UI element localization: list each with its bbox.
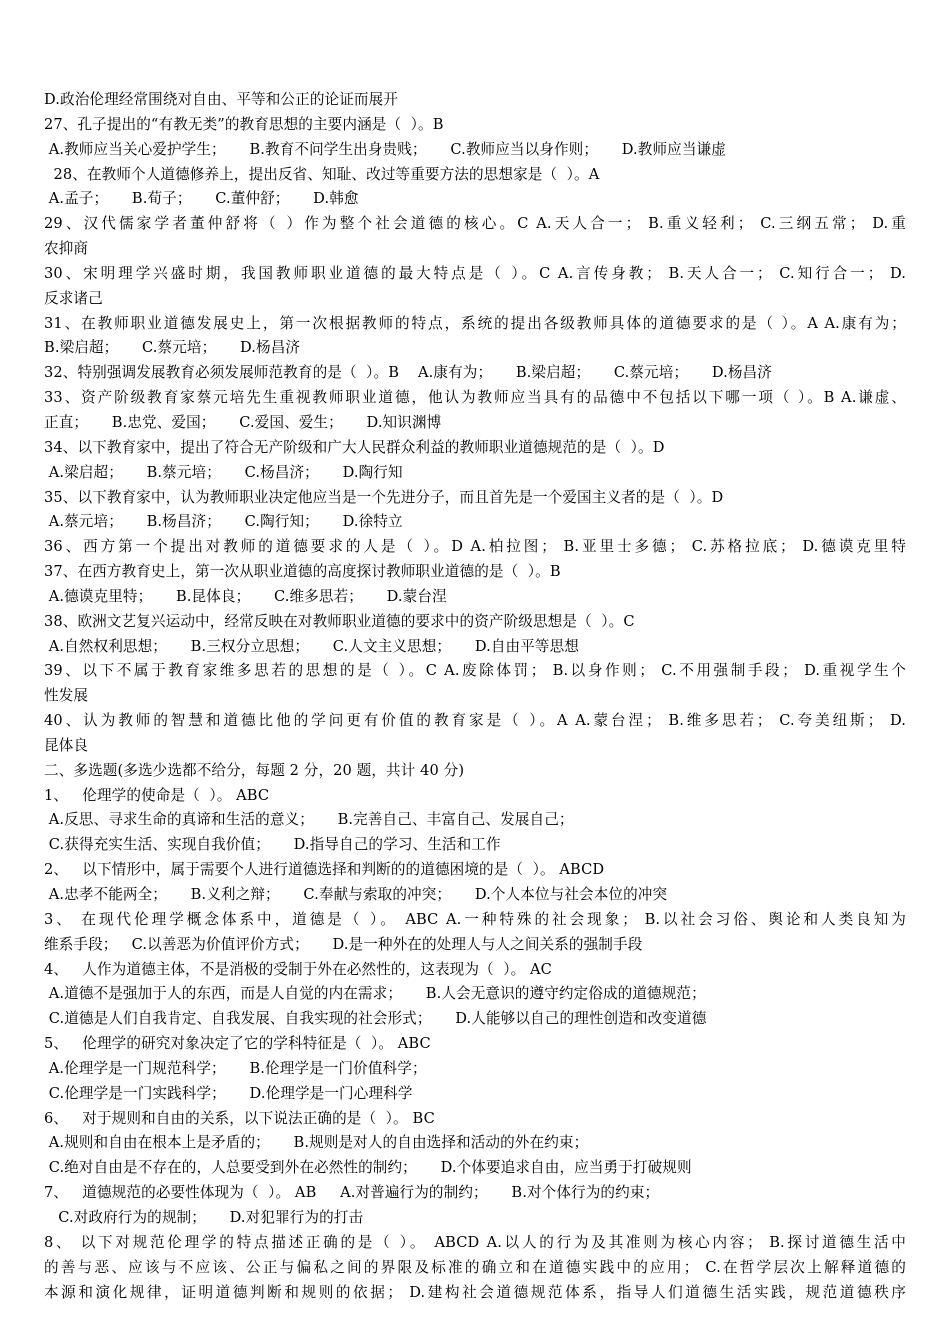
text-line: 农抑商 bbox=[44, 240, 89, 258]
text-line: 36、西方第一个提出对教师的道德要求的人是（ ）。D A.柏拉图； B.亚里士多德； C.苏格拉底； D.德谟克里特 bbox=[44, 538, 906, 556]
text-line: 30、宋明理学兴盛时期，我国教师职业道德的最大特点是（ ）。C A.言传身教； B.天人合一； C.知行合一； D. bbox=[44, 264, 906, 282]
text-line: 4、 人作为道德主体，不是消极的受制于外在必然性的，这表现为（ ）。 AC bbox=[44, 960, 552, 978]
text-line: 的善与恶、应该与不应该、公正与偏私之间的界限及标准的确立和在道德实践中的应用； C.在哲学层次上解释道德的 bbox=[44, 1258, 906, 1276]
text-line: A.忠孝不能两全； B.义利之辩； C.奉献与索取的冲突； D.个人本位与社会本位的冲突 bbox=[44, 886, 668, 903]
text-line: A.自然权利思想； B.三权分立思想； C.人文主义思想； D.自由平等思想 bbox=[44, 637, 580, 655]
text-line: C.伦理学是一门实践科学； D.伦理学是一门心理科学 bbox=[44, 1084, 413, 1102]
text-line: 28、在教师个人道德修养上，提出反省、知耻、改过等重要方法的思想家是（ ）。A bbox=[44, 165, 600, 183]
text-line: 7、 道德规范的必要性体现为（ ）。 AB A.对普遍行为的制约； B.对个体行为的约束； bbox=[44, 1184, 660, 1202]
text-line: 27、孔子提出的“有教无类”的教育思想的主要内涵是（ ）。B bbox=[44, 115, 444, 133]
text-line: C.对政府行为的规制； D.对犯罪行为的打击 bbox=[44, 1208, 364, 1226]
text-line: 35、以下教育家中，认为教师职业决定他应当是一个先进分子，而且首先是一个爱国主义者的是（ ）。D bbox=[44, 488, 724, 506]
text-line: 6、 对于规则和自由的关系，以下说法正确的是（ ）。 BC bbox=[44, 1109, 435, 1127]
text-line: 5、 伦理学的研究对象决定了它的学科特征是（ ）。 ABC bbox=[44, 1035, 431, 1053]
text-line: 29、汉代儒家学者董仲舒将（ ）作为整个社会道德的核心。C A.天人合一； B.重义轻利； C.三纲五常； D.重 bbox=[44, 215, 906, 233]
text-line: A.蔡元培； B.杨昌济； C.陶行知； D.徐特立 bbox=[44, 513, 403, 531]
text-line: 32、特别强调发展教育必须发展师范教育的是（ ）。B A.康有为； B.梁启超； C.蔡元培； D.杨昌济 bbox=[44, 364, 772, 382]
text-line: C.获得充实生活、实现自我价值； D.指导自己的学习、生活和工作 bbox=[44, 836, 501, 854]
text-line: A.道德不是强加于人的东西，而是人自觉的内在需求； B.人会无意识的遵守约定俗成的道德规范； bbox=[44, 985, 706, 1003]
text-line: 37、在西方教育史上，第一次从职业道德的高度探讨教师职业道德的是（ ）。B bbox=[44, 563, 561, 581]
text-line: 维系手段； C.以善恶为价值评价方式； D.是一种外在的处理人与人之间关系的强制手段 bbox=[44, 935, 643, 953]
text-line: 1、 伦理学的使命是（ ）。 ABC bbox=[44, 786, 270, 804]
text-line: A.梁启超； B.蔡元培； C.杨昌济； D.陶行知 bbox=[44, 463, 403, 481]
text-line: A.教师应当关心爱护学生； B.教育不问学生出身贵贱； C.教师应当以身作则； D.教师应当谦虚 bbox=[44, 140, 726, 158]
text-line: 33、资产阶级教育家蔡元培先生重视教师职业道德，他认为教师应当具有的品德中不包括以下哪一项（ ）。B A.谦虚、 bbox=[44, 389, 906, 407]
text-line: 2、 以下情形中，属于需要个人进行道德选择和判断的的道德困境的是（ ）。 ABCD bbox=[44, 861, 605, 879]
text-line: B.梁启超； C.蔡元培； D.杨昌济 bbox=[44, 339, 301, 357]
text-line: 38、欧洲文艺复兴运动中，经常反映在对教师职业道德的要求中的资产阶级思想是（ ）。C bbox=[44, 612, 635, 630]
text-line: 3、 在现代伦理学概念体系中，道德是（ ）。 ABC A.一种特殊的社会现象； B.以社会习俗、舆论和人类良知为 bbox=[44, 910, 906, 928]
text-line: C.道德是人们自我肯定、自我发展、自我实现的社会形式； D.人能够以自己的理性创造和改变道德 bbox=[44, 1010, 707, 1028]
text-line: A.反思、寻求生命的真谛和生活的意义； B.完善自己、丰富自己、发展自己； bbox=[44, 811, 574, 829]
text-line: 昆体良 bbox=[44, 736, 89, 754]
text-line: A.德谟克里特； B.昆体良； C.维多思若； D.蒙台涅 bbox=[44, 587, 447, 605]
text-line: 40、认为教师的智慧和道德比他的学问更有价值的教育家是（ ）。A A.蒙台涅； B.维多思若； C.夸美纽斯； D. bbox=[44, 712, 906, 730]
text-line: D.政治伦理经常围绕对自由、平等和公正的论证而展开 bbox=[44, 91, 398, 108]
text-line: 39、以下不属于教育家维多思若的思想的是（ ）。C A.废除体罚； B.以身作则； C.不用强制手段； D.重视学生个 bbox=[44, 662, 906, 680]
text-line: 正直； B.忠党、爱国； C.爱国、爱生； D.知识渊博 bbox=[44, 413, 442, 431]
text-line: 反求诸己 bbox=[44, 289, 103, 307]
text-line: 31、在教师职业道德发展史上，第一次根据教师的特点，系统的提出各级教师具体的道德要求的是（ ）。A A.康有为； bbox=[44, 314, 906, 332]
document-body bbox=[44, 88, 906, 1305]
text-line: A.孟子； B.荀子； C.董仲舒； D.韩愈 bbox=[44, 190, 359, 208]
text-line: A.伦理学是一门规范科学； B.伦理学是一门价值科学； bbox=[44, 1059, 427, 1077]
text-line: 性发展 bbox=[44, 687, 89, 705]
text-line: C.绝对自由是不存在的，人总要受到外在必然性的制约； D.个体要追求自由，应当勇于打破规则 bbox=[44, 1159, 692, 1177]
text-line: 8、 以下对规范伦理学的特点描述正确的是（ ）。 ABCD A.以人的行为及其准则为核心内容； B.探讨道德生活中 bbox=[44, 1233, 906, 1251]
text-line: 本源和演化规律，证明道德判断和规则的依据； D.建构社会道德规范体系，指导人们道德生活实践，规范道德秩序 bbox=[44, 1283, 906, 1301]
text-line: 二、多选题(多选少选都不给分，每题 2 分，20 题，共计 40 分) bbox=[44, 761, 465, 779]
text-line: A.规则和自由在根本上是矛盾的； B.规则是对人的自由选择和活动的外在约束； bbox=[44, 1134, 589, 1152]
text-line: 34、以下教育家中，提出了符合无产阶级和广大人民群众利益的教师职业道德规范的是（ ）。D bbox=[44, 438, 665, 456]
